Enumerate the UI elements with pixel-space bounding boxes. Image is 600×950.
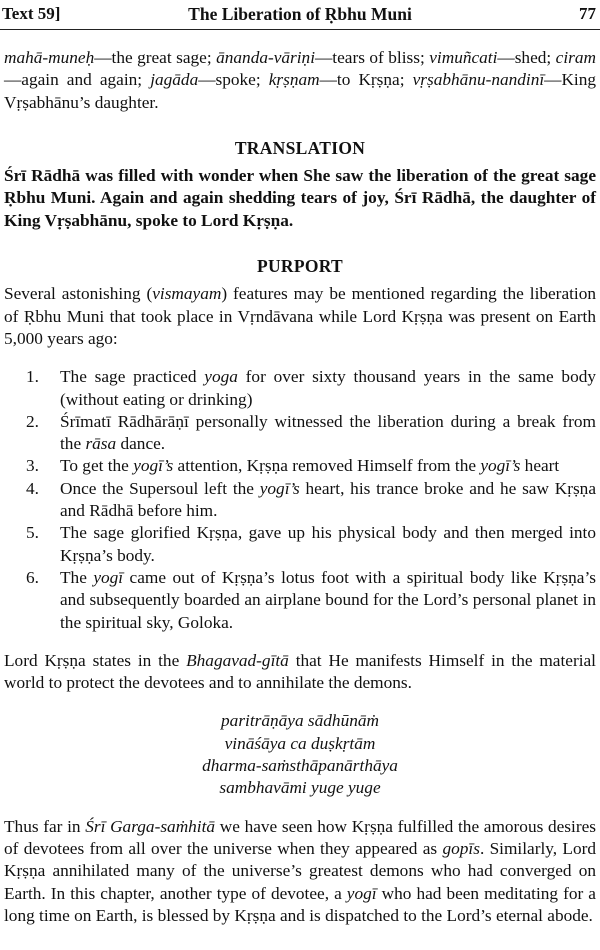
- list-item: [4, 522, 596, 567]
- text-run: heart, his trance broke and he saw Kṛṣṇa and Rādhā before him.: [60, 478, 596, 521]
- italic-term: Bhagavad-gītā: [186, 650, 289, 670]
- text-run: The sage glorified Kṛṣṇa, gave up his physical body and then merged into Kṛṣṇa’s body.: [60, 523, 596, 565]
- italic-term: yogī’s: [259, 478, 300, 498]
- sanskrit-verse: [4, 710, 596, 799]
- text-run: dance.: [116, 434, 166, 454]
- text-run: that He manifests Himself in the material world to protect the devotees and to annihilate the demons.: [4, 650, 596, 693]
- text-run: . Similarly, Lord Kṛṣṇa annihilated many of the universe’s greatest demons who had converged on Earth. In this chapter, another type of devotee, a: [4, 838, 596, 903]
- italic-term: yoga: [204, 367, 238, 387]
- list-item: [4, 455, 596, 477]
- header-rule: [0, 29, 600, 30]
- text-run: for over sixty thousand years in the same body (without eating or drinking): [60, 367, 596, 409]
- synonym-term: ānanda-vāriṇi: [216, 48, 316, 67]
- features-list: [4, 366, 596, 634]
- synonym-meaning: —the great sage;: [94, 48, 217, 67]
- list-item: [4, 411, 596, 456]
- italic-term: rāsa: [85, 434, 117, 454]
- synonym-meaning: —shed;: [497, 48, 556, 67]
- text-run: Once the Supersoul left the: [60, 478, 260, 498]
- verse-line: dharma-saṁsthāpanārthāya: [202, 756, 398, 776]
- list-number: 3.: [26, 456, 39, 476]
- page-body: [4, 47, 596, 927]
- text-run: Several astonishing (: [4, 284, 153, 304]
- page-number: 77: [579, 4, 596, 23]
- text-reference: Text 59]: [2, 4, 61, 23]
- text-run: Śrīmatī Rādhārāṇī personally witnessed the liberation during a break from the: [60, 411, 596, 454]
- italic-term: Śrī Garga-saṁhitā: [85, 816, 216, 836]
- italic-term: gopīs: [442, 838, 480, 858]
- verse-line: paritrāṇāya sādhūnāṁ: [221, 711, 379, 731]
- translation-text: Śrī Rādhā was filled with wonder when She saw the liberation of the great sage Ṛbhu Muni. Again and again shedding tears of joy, Śrī Rādhā, the daughter of King Vṛṣabhānu, spoke to Lord Kṛṣṇa.: [4, 166, 596, 230]
- text-run: who had been meditating for a long time on Earth, is blessed by Kṛṣṇa and is dispatched to the Lord’s eternal abode.: [4, 883, 596, 925]
- list-number: 6.: [26, 567, 39, 587]
- list-item: [4, 478, 596, 523]
- italic-term: yogī’s: [480, 456, 521, 476]
- synonym-term: mahā-muneḥ: [4, 48, 95, 67]
- text-run: The sage practiced: [60, 367, 205, 387]
- running-header: [2, 2, 598, 26]
- verse-line: vināśāya ca duṣkṛtām: [224, 733, 376, 753]
- purport-heading: PURPORT: [256, 256, 344, 277]
- italic-term: vismayam: [152, 284, 222, 304]
- synonym-term: vṛṣabhānu-nandinī: [412, 70, 545, 90]
- synonym-term: vimuñcati: [429, 48, 498, 67]
- chapter-title: The Liberation of Ṛbhu Muni: [188, 4, 412, 24]
- italic-term: yogī’s: [133, 456, 174, 476]
- list-number: 4.: [26, 478, 39, 498]
- text-run: To get the: [60, 456, 134, 476]
- text-run: ) features may be mentioned regarding the liberation of Ṛbhu Muni that took place in Vṛndāvana while Lord Kṛṣṇa was present on Earth 5,000 years ago:: [4, 284, 596, 348]
- synonym-meaning: —again and again;: [4, 70, 151, 90]
- synonym-term: kṛṣṇam: [268, 70, 320, 90]
- text-run: The: [60, 567, 94, 587]
- synonym-term: jagāda: [150, 70, 199, 90]
- list-number: 1.: [26, 367, 39, 387]
- synonym-meaning: —spoke;: [198, 70, 269, 90]
- translation-heading: TRANSLATION: [234, 137, 366, 158]
- closing-paragraph: [4, 816, 596, 927]
- text-run: we have seen how Kṛṣṇa fulfilled the amorous desires of devotees from all over the universe when they appeared as: [4, 816, 596, 858]
- synonym-meaning: —tears of bliss;: [315, 48, 430, 67]
- synonyms-paragraph: [4, 47, 596, 114]
- synonym-meaning: —King Vṛṣabhānu’s daughter.: [4, 70, 597, 112]
- text-run: Lord Kṛṣṇa states in the: [4, 650, 187, 670]
- list-item: [4, 366, 596, 411]
- synonym-meaning: —to Kṛṣṇa;: [319, 70, 413, 90]
- text-run: Thus far in: [4, 816, 86, 836]
- list-number: 5.: [26, 523, 39, 543]
- italic-term: yogī: [346, 883, 377, 903]
- list-number: 2.: [26, 411, 39, 431]
- synonym-term: ciram: [555, 48, 596, 67]
- verse-line: sambhavāmi yuge yuge: [219, 778, 381, 798]
- text-run: came out of Kṛṣṇa’s lotus foot with a spiritual body like Kṛṣṇa’s and subsequently boarded an airplane bound for the Lord’s personal planet in the spiritual sky, Goloka.: [60, 567, 597, 632]
- italic-term: yogī: [93, 567, 124, 587]
- purport-intro: [4, 283, 596, 350]
- gita-paragraph: [4, 650, 596, 695]
- text-run: heart: [520, 456, 560, 476]
- text-run: attention, Kṛṣṇa removed Himself from the: [173, 456, 481, 476]
- list-item: [4, 567, 596, 634]
